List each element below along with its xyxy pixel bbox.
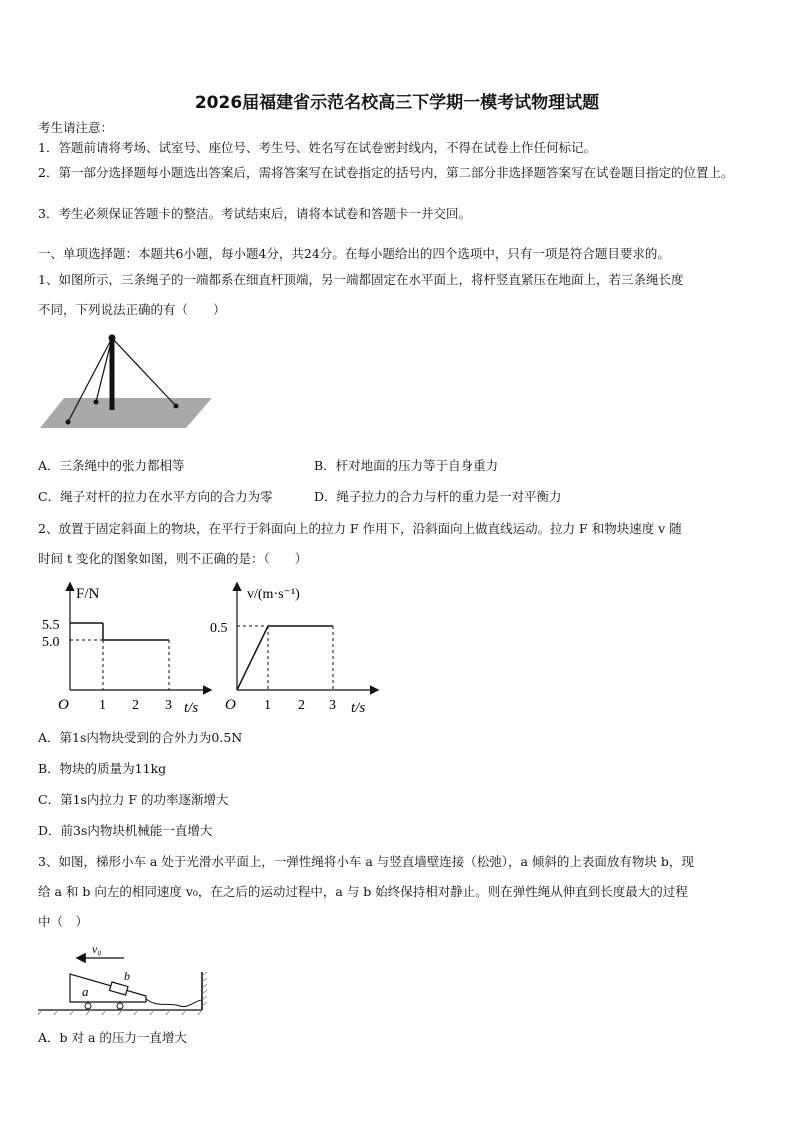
q2-option-a: A．第1s内物块受到的合外力为0.5N bbox=[38, 730, 243, 745]
f-ylabel: F/N bbox=[76, 586, 100, 602]
wheel-left bbox=[85, 1003, 91, 1009]
q2-f-graph bbox=[30, 578, 215, 718]
v-ytick-05: 0.5 bbox=[210, 621, 228, 636]
q2-option-c: C．第1s内拉力 F 的功率逐渐增大 bbox=[38, 792, 229, 807]
v-ylabel: v/(m·s⁻¹) bbox=[247, 587, 300, 602]
v-ramp bbox=[237, 626, 268, 690]
q1-stem-line1: 1、如图所示，三条绳子的一端都系在细直杆顶端，另一端都固定在水平面上，将杆竖直紧压在地面上，若三条绳长度 bbox=[38, 272, 684, 287]
q1-stem-line2: 不同，下列说法正确的有（ ） bbox=[38, 302, 226, 317]
q3-stem-line2: 给 a 和 b 向左的相同速度 v₀，在之后的运动过程中，a 与 b 始终保持相对静止。则在弹性绳从伸直到长度最大的过程 bbox=[38, 884, 688, 899]
cart-label: a bbox=[82, 984, 89, 999]
rope-3 bbox=[112, 338, 176, 406]
notice-item-2: 2．第一部分选择题每小题选出答案后，需将答案写在试卷指定的括号内，第二部分非选择题答案写在试卷题目指定的位置上。 bbox=[38, 165, 734, 180]
f-xtick-2: 2 bbox=[132, 698, 139, 713]
q2-v-graph bbox=[205, 578, 395, 718]
q2-option-b: B．物块的质量为11kg bbox=[38, 761, 167, 776]
anchor-2 bbox=[94, 400, 99, 405]
f-xtick-1: 1 bbox=[99, 698, 106, 713]
notice-item-1: 1．答题前请将考场、试室号、座位号、考生号、姓名写在试卷密封线内，不得在试卷上作任何标记。 bbox=[38, 140, 596, 155]
notice-heading: 考生请注意： bbox=[38, 120, 114, 135]
q1-option-a: A．三条绳中的张力都相等 bbox=[38, 458, 185, 473]
v-xtick-1: 1 bbox=[264, 698, 271, 713]
notice-item-3: 3．考生必须保证答题卡的整洁。考试结束后，请将本试卷和答题卡一并交回。 bbox=[38, 206, 471, 221]
f-ytick-50: 5.0 bbox=[42, 635, 60, 650]
v-xtick-2: 2 bbox=[298, 698, 305, 713]
anchor-3 bbox=[174, 404, 179, 409]
q3-stem-line1: 3、如图，梯形小车 a 处于光滑水平面上，一弹性绳将小车 a 与竖直墙壁连接（松弛），a 倾斜的上表面放有物块 b，现 bbox=[38, 854, 694, 869]
q3-stem-line3: 中（ ） bbox=[38, 914, 89, 929]
q3-option-a: A．b 对 a 的压力一直增大 bbox=[38, 1030, 187, 1045]
velocity-label: v₀ bbox=[92, 942, 102, 956]
q2-option-d: D．前3s内物块机械能一直增大 bbox=[38, 823, 213, 838]
anchor-1 bbox=[66, 420, 71, 425]
v-xtick-3: 3 bbox=[329, 698, 336, 713]
q2-stem-line2: 时间 t 变化的图象如图，则不正确的是：（ ） bbox=[38, 551, 308, 566]
elastic-rope bbox=[146, 999, 202, 1007]
f-ytick-55: 5.5 bbox=[42, 618, 60, 633]
v-origin: O bbox=[225, 697, 236, 713]
v-xlabel: t/s bbox=[351, 700, 366, 716]
block-label: b bbox=[124, 969, 130, 983]
q3-cart-figure bbox=[36, 938, 208, 1018]
q1-pole-figure bbox=[36, 330, 216, 430]
f-xtick-3: 3 bbox=[165, 698, 172, 713]
f-origin: O bbox=[58, 697, 69, 713]
wheel-right bbox=[117, 1003, 123, 1009]
q1-option-b: B．杆对地面的压力等于自身重力 bbox=[314, 458, 499, 473]
ground-plane bbox=[40, 398, 212, 428]
q1-option-c: C．绳子对杆的拉力在水平方向的合力为零 bbox=[38, 489, 273, 504]
f-xlabel: t/s bbox=[184, 700, 199, 716]
page-title: 2026届福建省示范名校高三下学期一模考试物理试题 bbox=[194, 93, 600, 113]
floor-hatching bbox=[38, 1010, 202, 1015]
q1-option-d: D．绳子拉力的合力与杆的重力是一对平衡力 bbox=[314, 489, 562, 504]
q2-stem-line1: 2、放置于固定斜面上的物块，在平行于斜面向上的拉力 F 作用下，沿斜面向上做直线运动。拉力 F 和物块速度 v 随 bbox=[38, 521, 682, 536]
section-heading: 一、单项选择题：本题共6小题，每小题4分，共24分。在每小题给出的四个选项中，只有一项是符合题目要求的。 bbox=[38, 246, 670, 261]
